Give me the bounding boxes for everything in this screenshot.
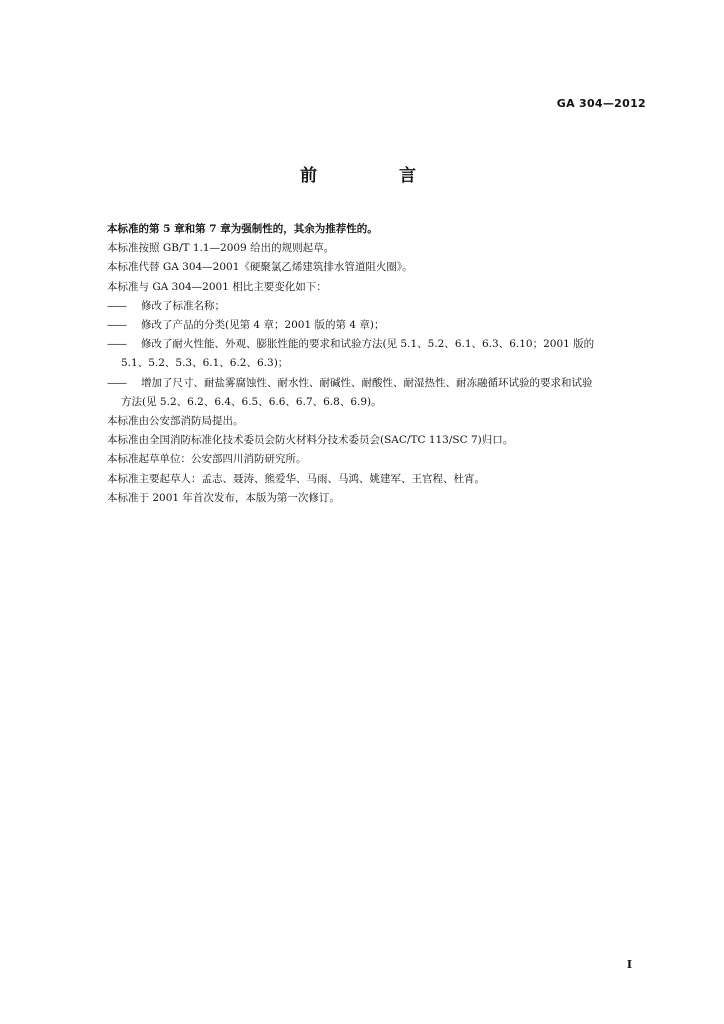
dash-marker: ——: [107, 299, 126, 312]
paragraph-drafters: 本标准主要起草人：孟志、聂涛、熊爱华、马雨、马鸿、姚建军、王官程、杜宵。: [107, 472, 485, 485]
dash-marker: ——: [107, 376, 126, 389]
change-text-continued: 5.1、5.2、5.3、6.1、6.2、6.3)；: [121, 357, 289, 370]
change-text: 修改了产品的分类(见第 4 章；2001 版的第 4 章)；: [141, 319, 385, 332]
change-text: 修改了标准名称；: [141, 299, 225, 312]
change-item: [107, 297, 652, 316]
paragraph-replaces: 本标准代替 GA 304—2001《硬聚氯乙烯建筑排水管道阻火圈》。: [107, 261, 413, 274]
change-item: [107, 316, 652, 335]
paragraph-under-jurisdiction: 本标准由全国消防标准化技术委员会防火材料分技术委员会(SAC/TC 113/SC 7)归口。: [107, 434, 514, 447]
change-text: 修改了耐火性能、外观、膨胀性能的要求和试验方法(见 5.1、5.2、6.1、6.3、6.10；2001 版的: [141, 338, 595, 351]
page-number: I: [626, 958, 632, 971]
standard-code: GA 304—2012: [556, 97, 646, 110]
change-text-continued: 方法(见 5.2、6.2、6.4、6.5、6.6、6.7、6.8、6.9)。: [121, 395, 382, 408]
dash-marker: ——: [107, 338, 126, 351]
paragraph-drafting-unit: 本标准起草单位：公安部四川消防研究所。: [107, 453, 307, 466]
paragraph-history: 本标准于 2001 年首次发布，本版为第一次修订。: [107, 491, 340, 504]
change-item: [107, 374, 652, 412]
foreword-body: [107, 220, 652, 508]
paragraph-mandatory: 本标准的第 5 章和第 7 章为强制性的，其余为推荐性的。: [107, 223, 378, 235]
dash-marker: ——: [107, 319, 126, 332]
change-text: 增加了尺寸、耐盐雾腐蚀性、耐水性、耐碱性、耐酸性、耐湿热性、耐冻融循环试验的要求和试验: [141, 376, 593, 389]
paragraph-changes-intro: 本标准与 GA 304—2001 相比主要变化如下：: [107, 280, 327, 293]
page-title: 前 言: [300, 166, 454, 186]
paragraph-proposed-by: 本标准由公安部消防局提出。: [107, 415, 244, 428]
paragraph-drafting-rules: 本标准按照 GB/T 1.1—2009 给出的规则起草。: [107, 242, 335, 255]
change-item: [107, 335, 652, 373]
